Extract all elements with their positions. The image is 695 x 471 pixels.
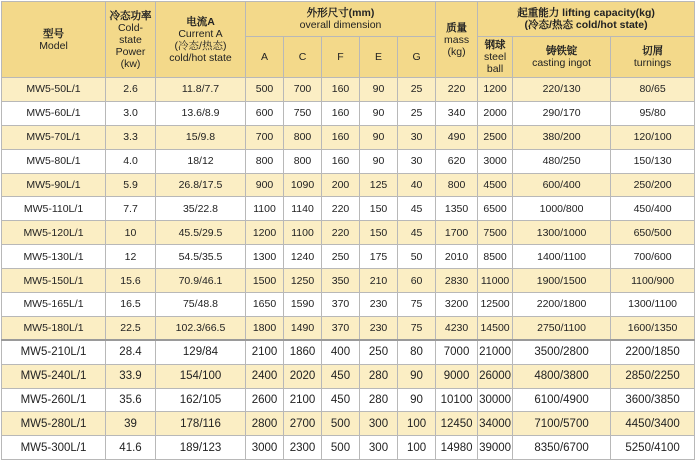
cell-steel-ball: 39000: [478, 436, 513, 460]
cell-current: 154/100: [156, 364, 246, 388]
cell-dim-a: 500: [246, 78, 284, 102]
cell-steel-ball: 11000: [478, 269, 513, 293]
header-dimension-cn: 外形尺寸(mm): [306, 7, 375, 19]
cell-steel-ball: 4500: [478, 173, 513, 197]
cell-model: MW5-210L/1: [2, 340, 106, 364]
cell-turnings: 95/80: [611, 101, 695, 125]
cell-dim-c: 750: [284, 101, 322, 125]
cell-dim-g: 40: [398, 173, 436, 197]
cell-mass: 2010: [436, 245, 478, 269]
cell-dim-a: 600: [246, 101, 284, 125]
table-row: [2, 149, 695, 173]
cell-power: 16.5: [106, 293, 156, 317]
cell-dim-f: 200: [322, 173, 360, 197]
cell-steel-ball: 2500: [478, 125, 513, 149]
cell-casting-ingot: 4800/3800: [513, 364, 611, 388]
header-power: [106, 2, 156, 78]
cell-dim-f: 350: [322, 269, 360, 293]
cell-dim-a: 2800: [246, 412, 284, 436]
table-row: [2, 340, 695, 364]
cell-dim-e: 150: [360, 221, 398, 245]
cell-casting-ingot: 6100/4900: [513, 388, 611, 412]
cell-dim-c: 800: [284, 125, 322, 149]
cell-dim-a: 700: [246, 125, 284, 149]
cell-dim-a: 1800: [246, 316, 284, 340]
header-dim-g: G: [398, 37, 436, 78]
header-model-cn: 型号: [43, 27, 64, 40]
cell-dim-e: 210: [360, 269, 398, 293]
cell-power: 10: [106, 221, 156, 245]
cell-dim-c: 2300: [284, 436, 322, 460]
cell-turnings: 1100/900: [611, 269, 695, 293]
cell-model: MW5-50L/1: [2, 78, 106, 102]
cell-steel-ball: 2000: [478, 101, 513, 125]
cell-dim-e: 280: [360, 388, 398, 412]
cell-dim-g: 80: [398, 340, 436, 364]
cell-casting-ingot: 380/200: [513, 125, 611, 149]
header-steel-en1: steel: [483, 51, 507, 63]
cell-current: 15/9.8: [156, 125, 246, 149]
cell-power: 4.0: [106, 149, 156, 173]
header-turnings-en: turnings: [633, 57, 672, 69]
cell-steel-ball: 14500: [478, 316, 513, 340]
cell-model: MW5-280L/1: [2, 412, 106, 436]
cell-steel-ball: 6500: [478, 197, 513, 221]
header-power-en4: (kw): [120, 57, 141, 70]
cell-casting-ingot: 1900/1500: [513, 269, 611, 293]
cell-dim-e: 230: [360, 316, 398, 340]
cell-casting-ingot: 600/400: [513, 173, 611, 197]
cell-current: 75/48.8: [156, 293, 246, 317]
header-dimension: [246, 2, 436, 37]
cell-steel-ball: 7500: [478, 221, 513, 245]
cell-dim-g: 75: [398, 316, 436, 340]
spec-table: [1, 1, 695, 460]
cell-power: 7.7: [106, 197, 156, 221]
cell-dim-f: 160: [322, 101, 360, 125]
cell-dim-g: 50: [398, 245, 436, 269]
cell-current: 13.6/8.9: [156, 101, 246, 125]
cell-dim-a: 3000: [246, 436, 284, 460]
cell-dim-c: 800: [284, 149, 322, 173]
cell-steel-ball: 3000: [478, 149, 513, 173]
header-mass-cn: 质量: [446, 21, 468, 34]
cell-mass: 620: [436, 149, 478, 173]
cell-dim-g: 25: [398, 78, 436, 102]
cell-casting-ingot: 220/130: [513, 78, 611, 102]
cell-model: MW5-110L/1: [2, 197, 106, 221]
cell-dim-g: 45: [398, 197, 436, 221]
cell-dim-a: 1100: [246, 197, 284, 221]
cell-current: 11.8/7.7: [156, 78, 246, 102]
header-steel-ball: [478, 37, 513, 78]
cell-casting-ingot: 290/170: [513, 101, 611, 125]
cell-model: MW5-300L/1: [2, 436, 106, 460]
cell-turnings: 5250/4100: [611, 436, 695, 460]
cell-dim-f: 400: [322, 340, 360, 364]
table-row: [2, 125, 695, 149]
cell-mass: 9000: [436, 364, 478, 388]
header-lifting: [478, 2, 695, 37]
cell-dim-f: 370: [322, 316, 360, 340]
header-model-en: Model: [39, 39, 68, 52]
cell-dim-f: 450: [322, 364, 360, 388]
header-dim-c: C: [284, 37, 322, 78]
header-current-en2: (冷态/热态): [174, 39, 227, 52]
cell-power: 33.9: [106, 364, 156, 388]
cell-casting-ingot: 8350/6700: [513, 436, 611, 460]
cell-turnings: 3600/3850: [611, 388, 695, 412]
header-steel-cn: 钢球: [484, 39, 506, 51]
cell-power: 3.0: [106, 101, 156, 125]
cell-dim-g: 90: [398, 388, 436, 412]
cell-casting-ingot: 1000/800: [513, 197, 611, 221]
cell-current: 45.5/29.5: [156, 221, 246, 245]
cell-dim-c: 1590: [284, 293, 322, 317]
header-mass-en2: (kg): [447, 45, 466, 58]
cell-dim-a: 1650: [246, 293, 284, 317]
cell-dim-f: 160: [322, 78, 360, 102]
cell-mass: 4230: [436, 316, 478, 340]
cell-dim-c: 700: [284, 78, 322, 102]
cell-model: MW5-180L/1: [2, 316, 106, 340]
table-row: [2, 269, 695, 293]
cell-mass: 340: [436, 101, 478, 125]
header-lifting-line2: (冷态/热态 cold/hot state): [524, 19, 648, 31]
cell-mass: 14980: [436, 436, 478, 460]
cell-dim-e: 175: [360, 245, 398, 269]
cell-model: MW5-165L/1: [2, 293, 106, 317]
cell-turnings: 4450/3400: [611, 412, 695, 436]
cell-turnings: 2850/2250: [611, 364, 695, 388]
cell-casting-ingot: 7100/5700: [513, 412, 611, 436]
cell-current: 70.9/46.1: [156, 269, 246, 293]
cell-turnings: 80/65: [611, 78, 695, 102]
cell-dim-a: 2400: [246, 364, 284, 388]
cell-dim-g: 30: [398, 149, 436, 173]
cell-dim-c: 2020: [284, 364, 322, 388]
cell-mass: 3200: [436, 293, 478, 317]
cell-power: 5.9: [106, 173, 156, 197]
cell-mass: 7000: [436, 340, 478, 364]
cell-casting-ingot: 480/250: [513, 149, 611, 173]
cell-current: 26.8/17.5: [156, 173, 246, 197]
cell-current: 102.3/66.5: [156, 316, 246, 340]
cell-dim-e: 230: [360, 293, 398, 317]
cell-power: 15.6: [106, 269, 156, 293]
header-mass: [436, 2, 478, 78]
header-lifting-line1: 起重能力 lifting capacity(kg): [517, 7, 655, 19]
cell-mass: 490: [436, 125, 478, 149]
cell-power: 39: [106, 412, 156, 436]
header-dim-a: A: [246, 37, 284, 78]
cell-mass: 10100: [436, 388, 478, 412]
cell-power: 28.4: [106, 340, 156, 364]
cell-model: MW5-150L/1: [2, 269, 106, 293]
cell-dim-f: 500: [322, 412, 360, 436]
cell-steel-ball: 21000: [478, 340, 513, 364]
cell-dim-f: 370: [322, 293, 360, 317]
cell-casting-ingot: 2750/1100: [513, 316, 611, 340]
cell-power: 22.5: [106, 316, 156, 340]
header-dim-f: F: [322, 37, 360, 78]
cell-dim-c: 2700: [284, 412, 322, 436]
cell-dim-a: 800: [246, 149, 284, 173]
table-row: [2, 78, 695, 102]
cell-dim-c: 1090: [284, 173, 322, 197]
cell-turnings: 2200/1850: [611, 340, 695, 364]
cell-current: 162/105: [156, 388, 246, 412]
cell-dim-c: 1100: [284, 221, 322, 245]
header-ingot-en: casting ingot: [532, 57, 592, 69]
cell-dim-a: 900: [246, 173, 284, 197]
cell-turnings: 700/600: [611, 245, 695, 269]
cell-dim-a: 1500: [246, 269, 284, 293]
cell-turnings: 120/100: [611, 125, 695, 149]
cell-mass: 1350: [436, 197, 478, 221]
table-row: [2, 316, 695, 340]
cell-steel-ball: 8500: [478, 245, 513, 269]
cell-turnings: 1300/1100: [611, 293, 695, 317]
cell-dim-e: 300: [360, 412, 398, 436]
table-row: [2, 101, 695, 125]
header-current-en1: Current A: [178, 27, 223, 40]
cell-model: MW5-70L/1: [2, 125, 106, 149]
header-power-en2: state: [119, 33, 142, 46]
cell-dim-f: 160: [322, 125, 360, 149]
table-row: [2, 388, 695, 412]
cell-current: 129/84: [156, 340, 246, 364]
cell-power: 3.3: [106, 125, 156, 149]
cell-model: MW5-90L/1: [2, 173, 106, 197]
cell-power: 35.6: [106, 388, 156, 412]
cell-dim-g: 90: [398, 364, 436, 388]
table-row: [2, 364, 695, 388]
cell-model: MW5-60L/1: [2, 101, 106, 125]
cell-steel-ball: 30000: [478, 388, 513, 412]
cell-dim-c: 1490: [284, 316, 322, 340]
cell-dim-c: 1860: [284, 340, 322, 364]
cell-dim-f: 450: [322, 388, 360, 412]
cell-dim-e: 280: [360, 364, 398, 388]
cell-casting-ingot: 1300/1000: [513, 221, 611, 245]
cell-model: MW5-260L/1: [2, 388, 106, 412]
cell-dim-f: 250: [322, 245, 360, 269]
cell-power: 2.6: [106, 78, 156, 102]
table-row: [2, 197, 695, 221]
cell-dim-f: 500: [322, 436, 360, 460]
header-current-cn: 电流A: [186, 15, 215, 28]
cell-mass: 2830: [436, 269, 478, 293]
header-turnings-cn: 切屑: [642, 45, 664, 57]
header-mass-en1: mass: [444, 33, 470, 46]
cell-power: 12: [106, 245, 156, 269]
cell-dim-a: 2100: [246, 340, 284, 364]
cell-dim-e: 90: [360, 125, 398, 149]
cell-dim-g: 45: [398, 221, 436, 245]
cell-dim-f: 160: [322, 149, 360, 173]
header-ingot-cn: 铸铁锭: [545, 45, 578, 57]
cell-dim-c: 1250: [284, 269, 322, 293]
cell-current: 54.5/35.5: [156, 245, 246, 269]
table-row: [2, 436, 695, 460]
cell-steel-ball: 34000: [478, 412, 513, 436]
cell-casting-ingot: 3500/2800: [513, 340, 611, 364]
cell-steel-ball: 26000: [478, 364, 513, 388]
table-row: [2, 173, 695, 197]
cell-current: 18/12: [156, 149, 246, 173]
cell-turnings: 650/500: [611, 221, 695, 245]
header-dim-e: E: [360, 37, 398, 78]
header-dimension-en: overall dimension: [299, 19, 382, 31]
cell-dim-g: 75: [398, 293, 436, 317]
table-row: [2, 293, 695, 317]
cell-dim-c: 2100: [284, 388, 322, 412]
header-model: [2, 2, 106, 78]
cell-turnings: 150/130: [611, 149, 695, 173]
cell-current: 178/116: [156, 412, 246, 436]
cell-turnings: 450/400: [611, 197, 695, 221]
cell-steel-ball: 12500: [478, 293, 513, 317]
table-row: [2, 412, 695, 436]
cell-dim-g: 60: [398, 269, 436, 293]
header-current: [156, 2, 246, 78]
cell-dim-e: 90: [360, 149, 398, 173]
cell-power: 41.6: [106, 436, 156, 460]
cell-casting-ingot: 2200/1800: [513, 293, 611, 317]
cell-dim-g: 100: [398, 436, 436, 460]
header-casting-ingot: [513, 37, 611, 78]
cell-dim-f: 220: [322, 197, 360, 221]
cell-dim-e: 90: [360, 78, 398, 102]
cell-dim-e: 150: [360, 197, 398, 221]
cell-model: MW5-120L/1: [2, 221, 106, 245]
cell-dim-e: 250: [360, 340, 398, 364]
cell-mass: 220: [436, 78, 478, 102]
cell-mass: 1700: [436, 221, 478, 245]
cell-casting-ingot: 1400/1100: [513, 245, 611, 269]
cell-mass: 800: [436, 173, 478, 197]
cell-steel-ball: 1200: [478, 78, 513, 102]
header-power-en1: Cold-: [117, 21, 144, 34]
cell-dim-a: 2600: [246, 388, 284, 412]
header-power-en3: Power: [115, 45, 146, 58]
cell-dim-a: 1200: [246, 221, 284, 245]
cell-dim-c: 1240: [284, 245, 322, 269]
table-row: [2, 245, 695, 269]
header-turnings: [611, 37, 695, 78]
cell-dim-e: 125: [360, 173, 398, 197]
cell-model: MW5-80L/1: [2, 149, 106, 173]
cell-current: 189/123: [156, 436, 246, 460]
table-body: [2, 78, 695, 460]
cell-model: MW5-130L/1: [2, 245, 106, 269]
cell-dim-e: 300: [360, 436, 398, 460]
cell-mass: 12450: [436, 412, 478, 436]
table-header: [2, 2, 695, 78]
cell-dim-a: 1300: [246, 245, 284, 269]
table-row: [2, 221, 695, 245]
cell-dim-f: 220: [322, 221, 360, 245]
cell-turnings: 1600/1350: [611, 316, 695, 340]
cell-dim-g: 100: [398, 412, 436, 436]
cell-turnings: 250/200: [611, 173, 695, 197]
cell-dim-g: 30: [398, 125, 436, 149]
header-power-cn: 冷态功率: [109, 9, 152, 22]
cell-dim-c: 1140: [284, 197, 322, 221]
cell-dim-g: 25: [398, 101, 436, 125]
header-steel-en2: ball: [486, 63, 504, 75]
header-current-en3: cold/hot state: [169, 51, 232, 64]
cell-dim-e: 90: [360, 101, 398, 125]
cell-current: 35/22.8: [156, 197, 246, 221]
cell-model: MW5-240L/1: [2, 364, 106, 388]
